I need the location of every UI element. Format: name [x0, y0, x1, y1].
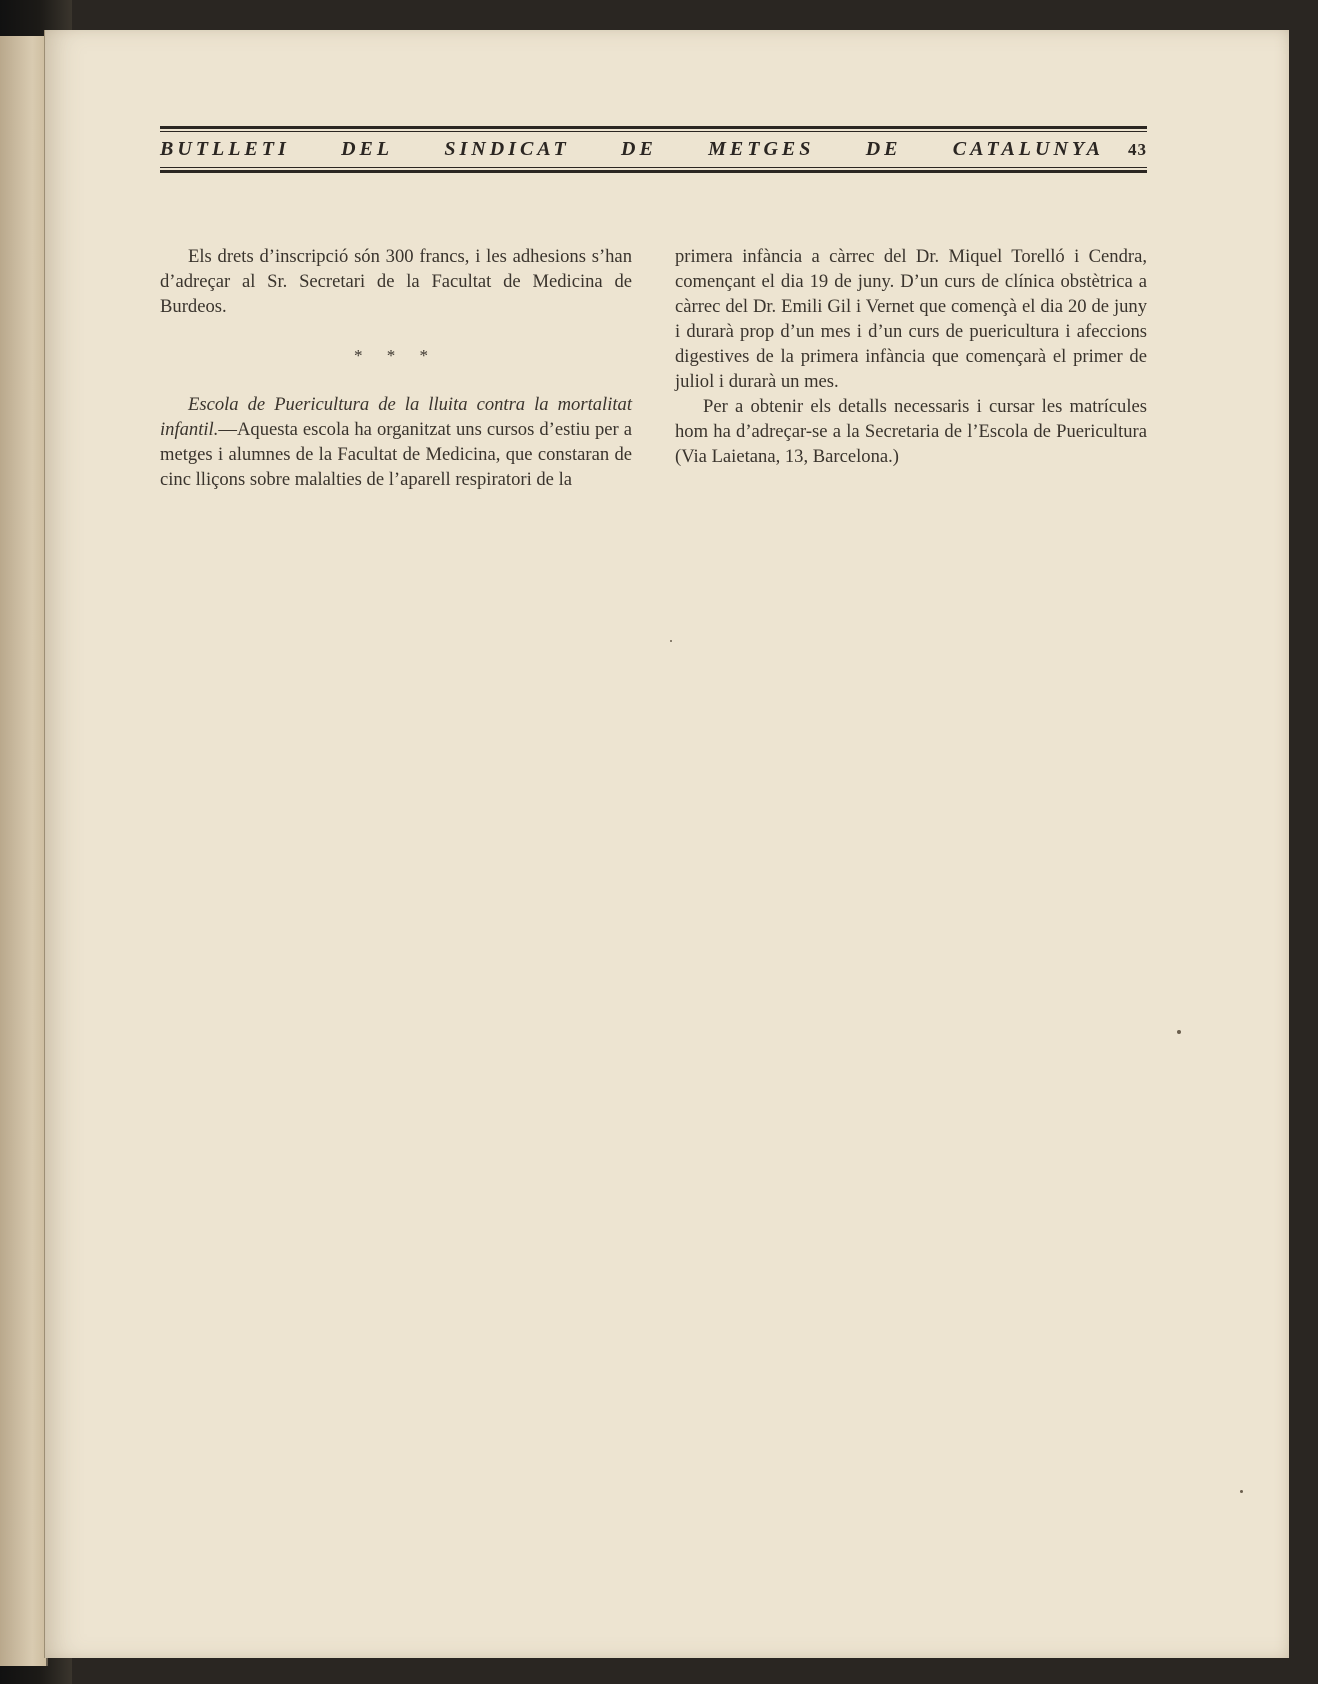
- paper-speck: [1240, 1490, 1243, 1493]
- right-column: [675, 244, 1147, 492]
- journal-title: [160, 138, 1128, 161]
- journal-title-word: METGES: [708, 138, 815, 160]
- paragraph: Els drets d’inscripció són 300 francs, i les adhesions s’han d’adreçar al Sr. Secretari de la Facultat de Medicina de Burdeos.: [160, 246, 632, 317]
- body-columns: [160, 244, 1147, 492]
- paragraph: [160, 392, 632, 492]
- page-number: 43: [1128, 140, 1147, 159]
- header-rule-bottom-thick: [160, 170, 1147, 173]
- left-column: [160, 244, 632, 492]
- paper-speck: [1177, 1030, 1181, 1034]
- journal-title-word: DE: [621, 138, 657, 160]
- section-title: Escola de Puericultura de la lluita contra la mortalitat infantil.: [160, 394, 632, 440]
- journal-title-word: CATALUNYA: [952, 138, 1104, 160]
- paragraph-continuation: primera infància a càrrec del Dr. Miquel Torelló i Cendra, començant el dia 19 de juny. D’un curs de clínica obstètrica a càrrec del Dr. Emili Gil i Vernet que començà el dia 20 de juny i durarà prop d’un mes i d’un curs de puericultura i afeccions digestives de la primera infància que començarà el primer de juliol i durarà un mes.: [675, 246, 1147, 392]
- facing-page-edge: [0, 36, 48, 1666]
- journal-title-word: SINDICAT: [444, 138, 570, 160]
- journal-title-word: DEL: [341, 138, 394, 160]
- paragraph: Per a obtenir els detalls necessaris i cursar les matrícules hom ha d’adreçar-se a la Secretaria de l’Escola de Puericultura (Via Laietana, 13, Barcelona.): [675, 396, 1147, 467]
- paper-speck: [670, 640, 672, 642]
- paragraph-body: —Aquesta escola ha organitzat uns cursos d’estiu per a metges i alumnes de la Facultat de Medicina, que constaran de cinc lliçons sobre malalties de l’aparell respiratori de la: [160, 419, 632, 490]
- journal-title-word: BUTLLETI: [160, 138, 290, 160]
- running-header: [160, 126, 1147, 173]
- document-page: [44, 30, 1289, 1658]
- journal-title-word: DE: [865, 138, 902, 160]
- section-separator: * * *: [354, 346, 438, 365]
- header-line: [160, 132, 1147, 167]
